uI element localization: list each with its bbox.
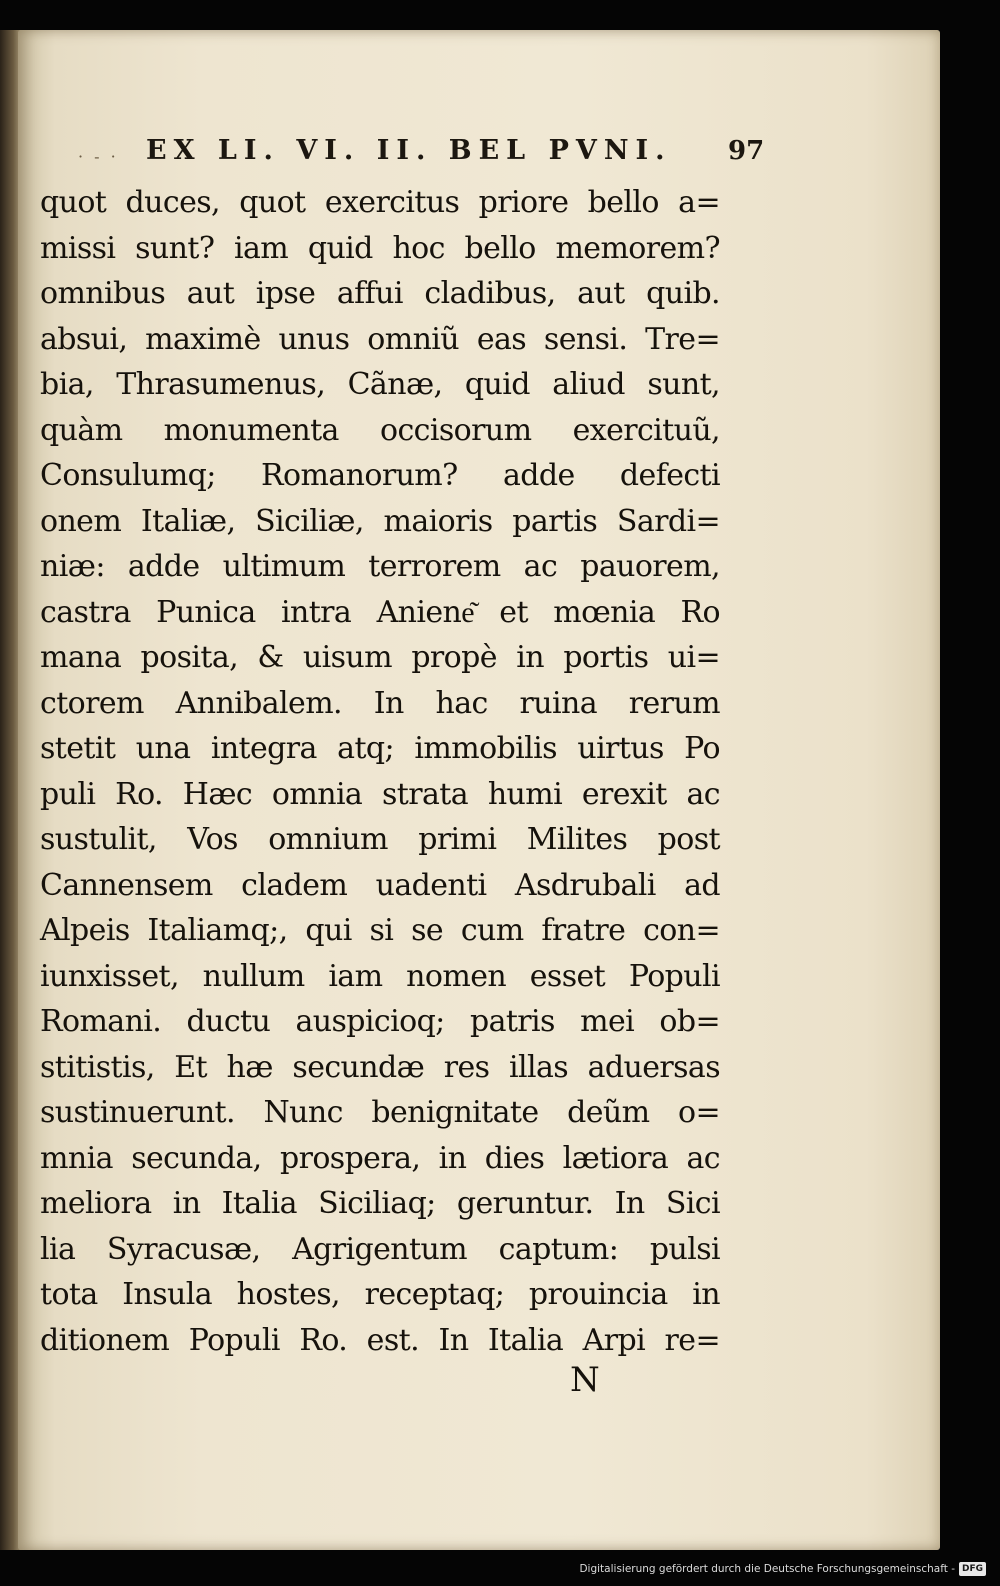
text-line: ctorem Annibalem. In hac ruina rerum [40, 685, 720, 721]
page-number: 97 [728, 136, 765, 166]
text-line: niæ: adde ultimum terrorem ac pauorem, [40, 549, 720, 584]
footer-credit: Digitalisierung gefördert durch die Deutsche Forschungsgemeinschaft - [579, 1563, 955, 1575]
text-line: tota Insula hostes, receptaq; prouincia in [40, 1277, 720, 1312]
text-line: stitistis, Et hæ secundæ res illas aduersas [40, 1049, 720, 1085]
header-ornament: · - · [78, 147, 119, 166]
body-text [40, 180, 720, 1363]
text-line: ditionem Populi Ro. est. In Italia Arpi re= [40, 1322, 720, 1358]
text-line: sustulit, Vos omnium primi Milites post [40, 822, 720, 857]
text-line: onem Italiæ, Siciliæ, maioris partis Sardi= [40, 503, 720, 539]
book-page [18, 30, 940, 1550]
text-line: castra Punica intra Aniene͂ et mœnia Ro [40, 594, 720, 630]
text-line: stetit una integra atq; immobilis uirtus Po [40, 731, 720, 766]
text-line: quàm monumenta occisorum exercituũ, [40, 412, 720, 448]
text-line: Alpeis Italiamq;, qui si se cum fratre con= [40, 913, 720, 948]
text-line: Consulumq; Romanorum? adde defecti [40, 458, 720, 493]
text-line: missi sunt? iam quid hoc bello memorem? [40, 230, 720, 266]
digitization-footer [579, 1558, 986, 1580]
text-line: puli Ro. Hæc omnia strata humi erexit ac [40, 776, 720, 812]
text-line: absui, maximè unus omniũ eas sensi. Tre= [40, 321, 720, 357]
text-line: bia, Thrasumenus, Cãnæ, quid aliud sunt, [40, 367, 720, 402]
text-line: mana posita, & uisum propè in portis ui= [40, 640, 720, 675]
text-line: quot duces, quot exercitus priore bello a= [40, 185, 720, 220]
text-line: omnibus aut ipse affui cladibus, aut quib. [40, 276, 720, 311]
page-header [78, 135, 765, 175]
text-line: mnia secunda, prospera, in dies lætiora ac [40, 1140, 720, 1176]
text-line: iunxisset, nullum iam nomen esset Populi [40, 958, 720, 994]
text-line: Romani. ductu auspicioq; patris mei ob= [40, 1004, 720, 1039]
running-title: EX LI. VI. II. BEL PVNI. [146, 135, 672, 166]
dfg-logo: DFG [959, 1562, 986, 1576]
text-line: meliora in Italia Siciliaq; geruntur. In Sici [40, 1186, 720, 1221]
text-line: Cannensem cladem uadenti Asdrubali ad [40, 867, 720, 903]
text-line: sustinuerunt. Nunc benignitate deũm o= [40, 1095, 720, 1130]
signature-mark: N [570, 1360, 600, 1400]
text-line: lia Syracusæ, Agrigentum captum: pulsi [40, 1231, 720, 1267]
